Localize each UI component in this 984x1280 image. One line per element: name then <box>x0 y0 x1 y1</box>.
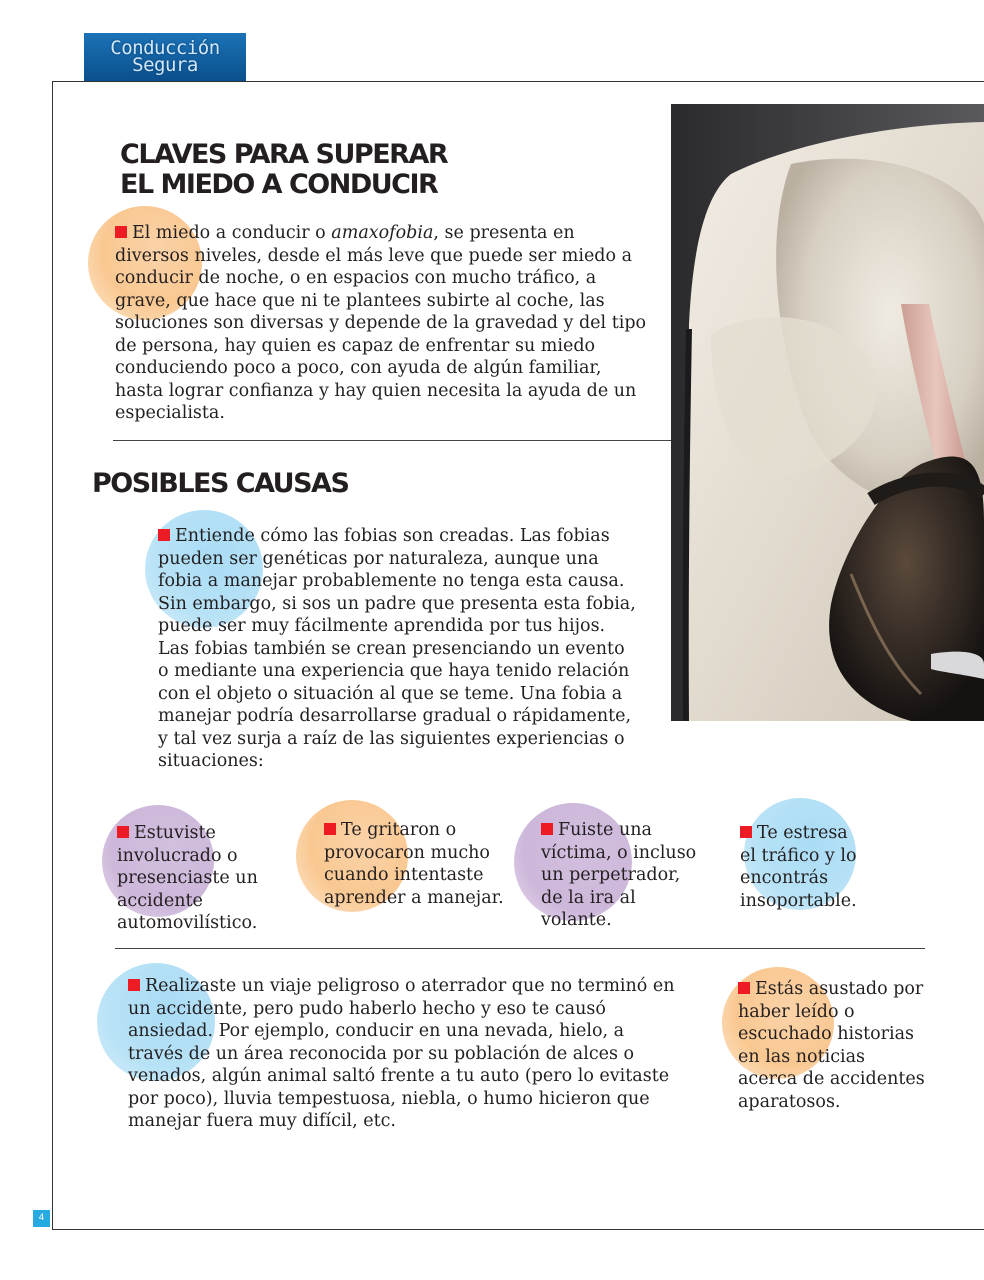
cause-item-news: Estás asustado por haber leído o escuchado historias en las noticias acerca de accidentes aparatosos. <box>738 979 925 1112</box>
title-line-1: CLAVES PARA SUPERAR <box>120 139 448 170</box>
cause-item-1: Estuviste involucrado o presenciaste un accidente automovilístico. <box>117 823 258 933</box>
red-square-icon <box>738 982 750 994</box>
red-square-icon <box>115 226 127 238</box>
page-number: 4 <box>33 1210 50 1227</box>
driver-window-photo <box>671 104 984 721</box>
red-square-icon <box>117 826 129 838</box>
causes-intro-paragraph: Entiende cómo las fobias son creadas. Las fobias pueden ser genéticas por naturaleza, aunque una fobia a manejar probablemente no tenga esta causa. Sin embargo, si sos un padre que presenta esta fobia, puede ser muy fácilmente aprendida por tus hijos. Las fobias también se crean presenciando un evento o mediante una experiencia que haya tenido relación con el objeto o situación al que se teme. Una fobia a manejar podría desarrollarse gradual o rápidamente, y tal vez surja a raíz de las siguientes experiencias o situaciones: <box>158 526 636 771</box>
cause-item-2: Te gritaron o provocaron mucho cuando intentaste aprender a manejar. <box>324 820 504 908</box>
title-line-2: EL MIEDO A CONDUCIR <box>120 169 438 200</box>
magazine-logo <box>84 33 246 81</box>
cause-item-3: Fuiste una víctima, o incluso un perpetrador, de la ira al volante. <box>541 820 697 930</box>
intro-paragraph: El miedo a conducir o amaxofobia, se presenta en diversos niveles, desde el más leve que puede ser miedo a conducir de noche, o en espacios con mucho tráfico, a grave, que hace que ni te plantees subirte al coche, las soluciones son diversas y depende de la gravedad y del tipo de persona, hay quien es capaz de enfrentar su miedo conduciendo poco a poco, con ayuda de algún familiar, hasta lograr confianza y hay quien necesita la ayuda de un especialista. <box>115 223 647 423</box>
red-square-icon <box>541 823 553 835</box>
red-square-icon <box>740 826 752 838</box>
logo-line-1: Conducción <box>110 37 220 59</box>
red-square-icon <box>128 979 140 991</box>
logo-line-2: Segura <box>132 54 198 76</box>
amaxofobia-term: amaxofobia <box>331 223 434 243</box>
red-square-icon <box>158 529 170 541</box>
divider-2 <box>115 948 925 949</box>
photo-illustration <box>671 104 984 721</box>
divider-1 <box>113 440 671 441</box>
red-square-icon <box>324 823 336 835</box>
cause-item-long: Realizaste un viaje peligroso o aterrador que no terminó en un accidente, pero pudo haberlo hecho y eso te causó ansiedad. Por ejemplo, conducir en una nevada, hielo, a través de un área reconocida por su población de alces o venados, algún animal saltó frente a tu auto (pero lo evitaste por poco), lluvia tempestuosa, niebla, o humo hicieron que manejar fuera muy difícil, etc. <box>128 976 675 1131</box>
cause-item-4: Te estresa el tráfico y lo encontrás insoportable. <box>740 823 857 911</box>
section-title: POSIBLES CAUSAS <box>92 468 349 499</box>
article-title <box>120 140 447 200</box>
